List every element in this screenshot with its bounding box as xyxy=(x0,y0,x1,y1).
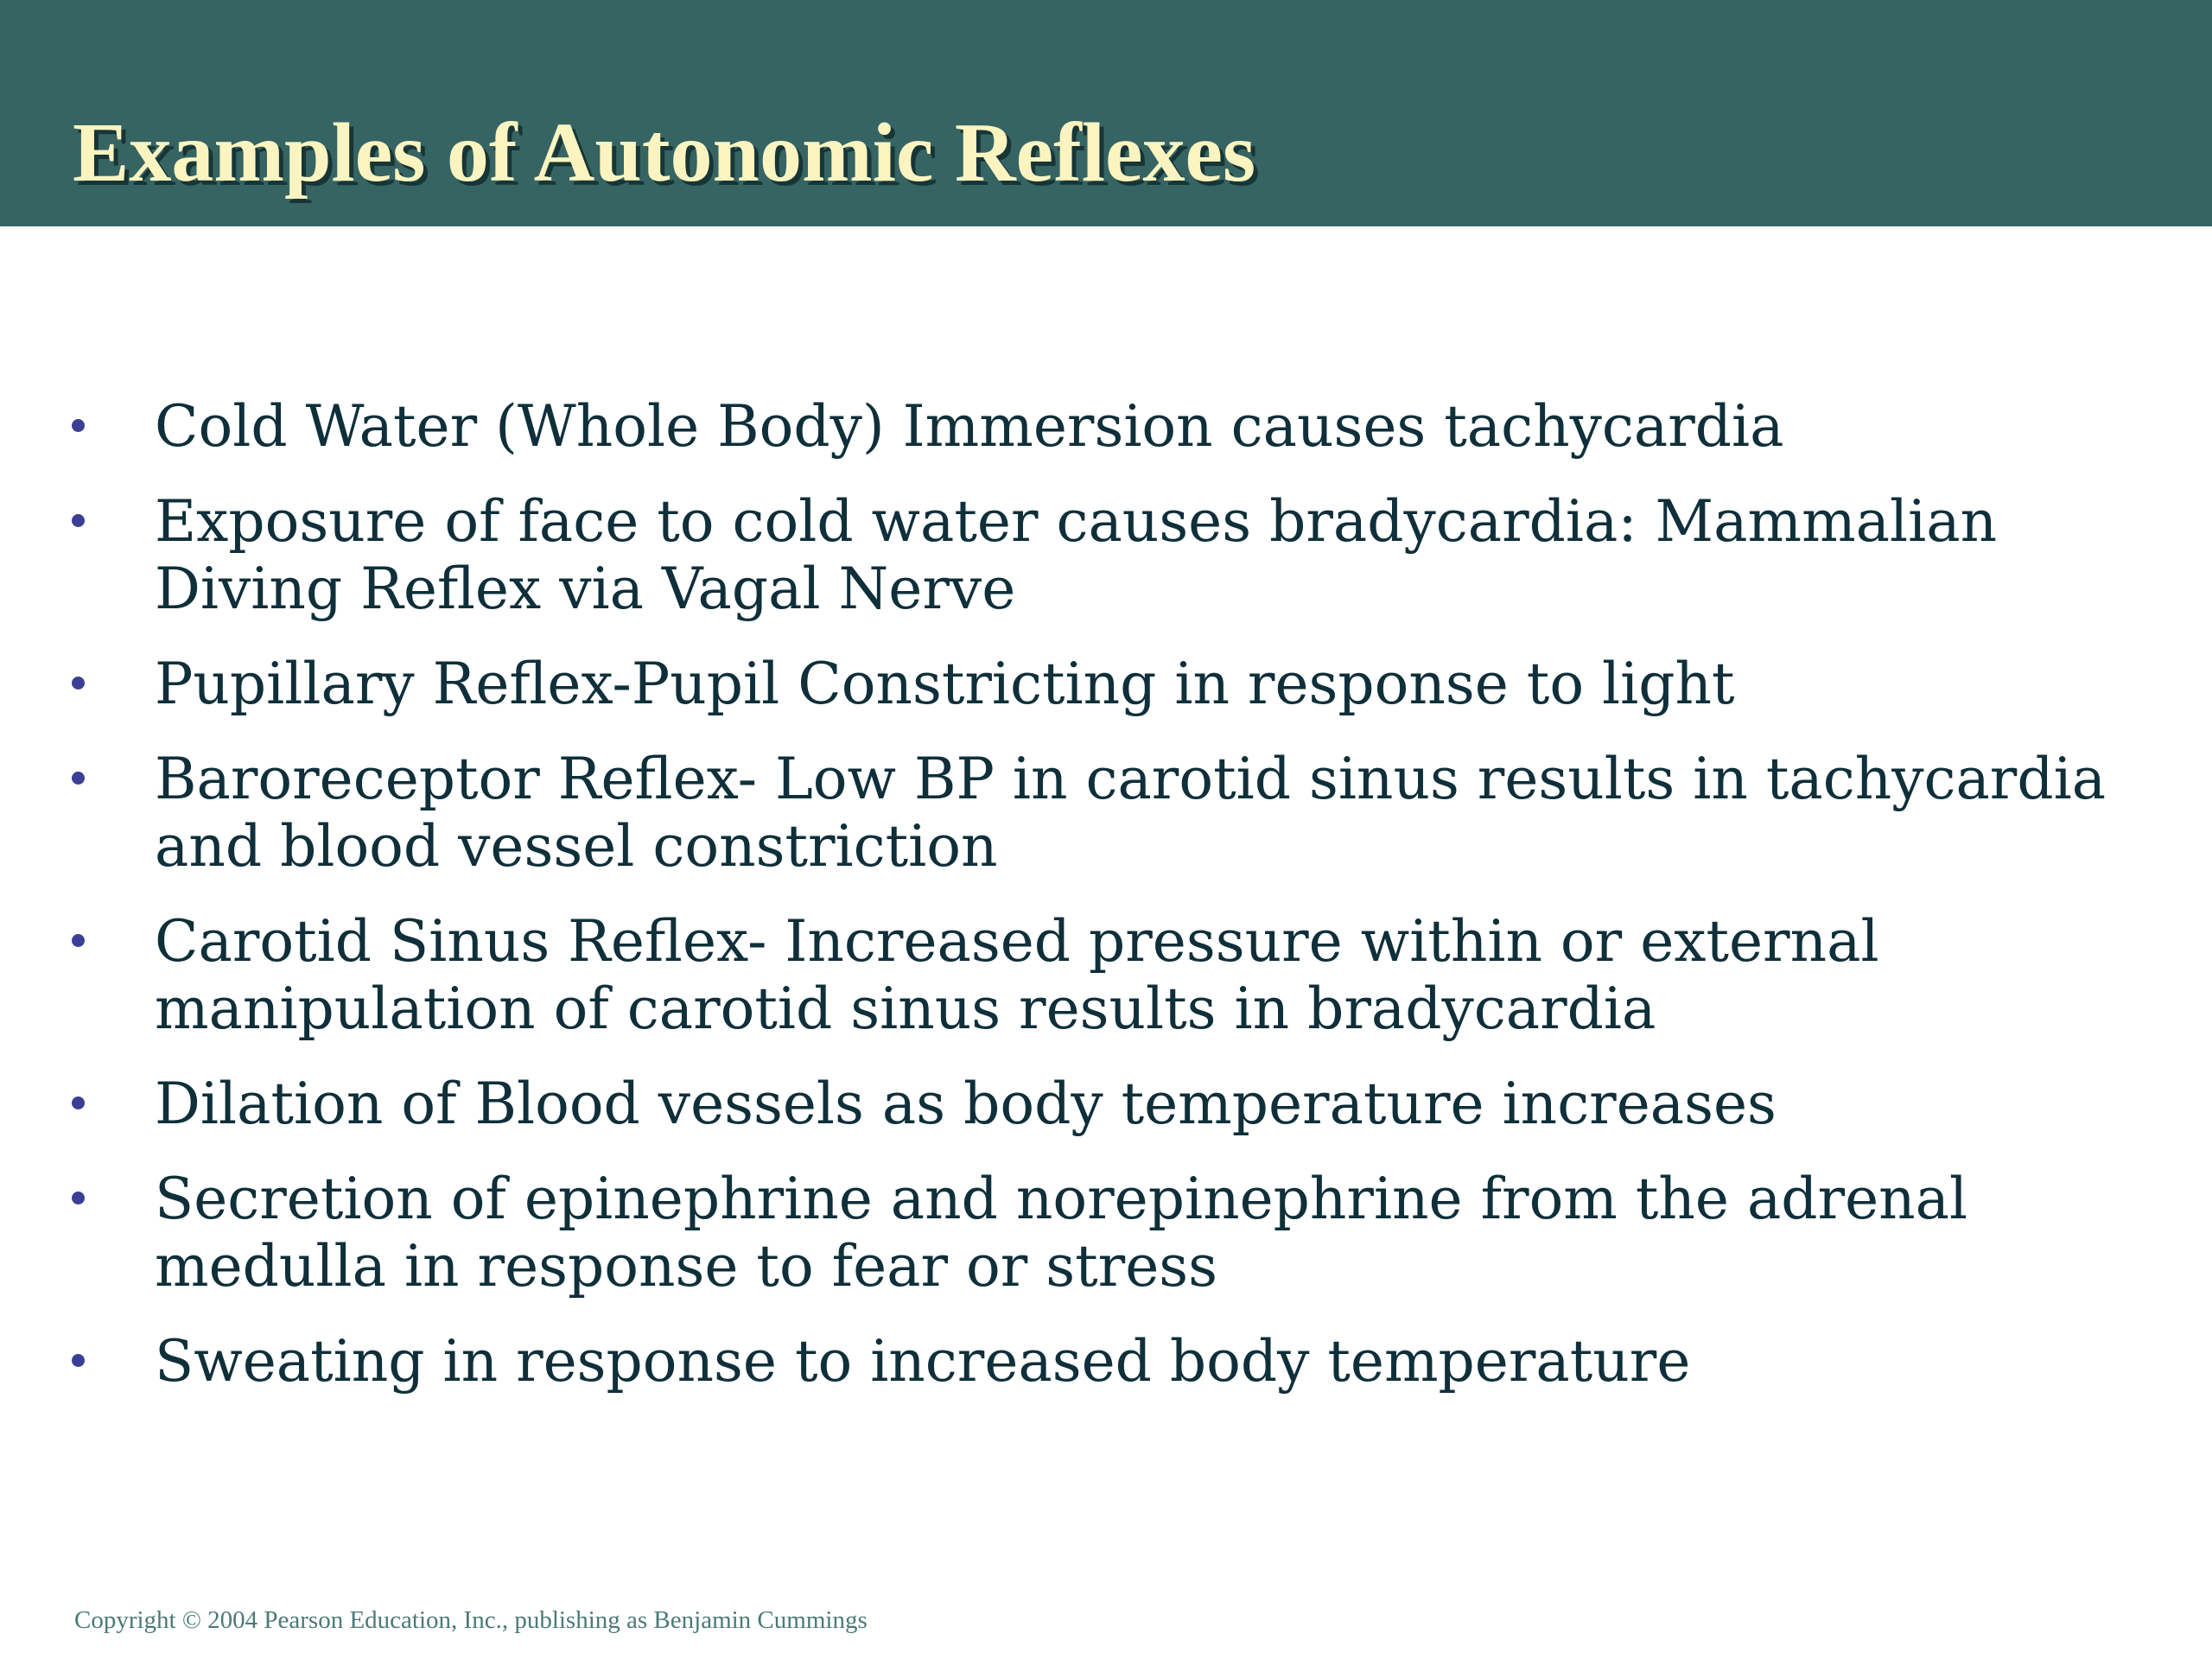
bullet-item xyxy=(0,746,2125,880)
slide-title: Examples of Autonomic Reflexes xyxy=(73,106,1256,200)
bullet-dot-icon xyxy=(72,772,85,785)
copyright-footer: Copyright © 2004 Pearson Education, Inc., publishing as Benjamin Cummings xyxy=(74,1606,868,1634)
bullet-item xyxy=(0,651,2125,718)
bullet-item xyxy=(0,908,2125,1043)
bullet-text: Pupillary Reflex-Pupil Constricting in response to light xyxy=(155,651,1735,717)
bullet-text: Sweating in response to increased body temperature xyxy=(155,1328,1691,1395)
bullet-dot-icon xyxy=(72,677,85,690)
bullet-text: Baroreceptor Reflex- Low BP in carotid sinus results in tachycardia and blood vessel constriction xyxy=(155,746,2107,880)
bullet-dot-icon xyxy=(72,419,85,432)
bullet-text: Dilation of Blood vessels as body temperature increases xyxy=(155,1071,1777,1137)
bullet-text: Carotid Sinus Reflex- Increased pressure within or external manipulation of carotid sinus results in bradycardia xyxy=(155,908,1879,1042)
bullet-text: Secretion of epinephrine and norepinephrine from the adrenal medulla in response to fear or stress xyxy=(155,1166,1968,1300)
bullet-item xyxy=(0,393,2125,461)
bullet-text: Exposure of face to cold water causes bradycardia: Mammalian Diving Reflex via Vagal Nerve xyxy=(155,488,1998,622)
bullet-item xyxy=(0,1328,2125,1395)
bullet-item xyxy=(0,1071,2125,1138)
title-bar xyxy=(0,0,2212,226)
bullet-item xyxy=(0,1166,2125,1300)
bullet-text: Cold Water (Whole Body) Immersion causes tachycardia xyxy=(155,393,1784,460)
bullet-dot-icon xyxy=(72,1096,85,1109)
bullet-list xyxy=(0,393,2212,1423)
bullet-dot-icon xyxy=(72,514,85,527)
bullet-dot-icon xyxy=(72,1192,85,1205)
bullet-dot-icon xyxy=(72,934,85,947)
bullet-item xyxy=(0,488,2125,623)
bullet-dot-icon xyxy=(72,1354,85,1367)
